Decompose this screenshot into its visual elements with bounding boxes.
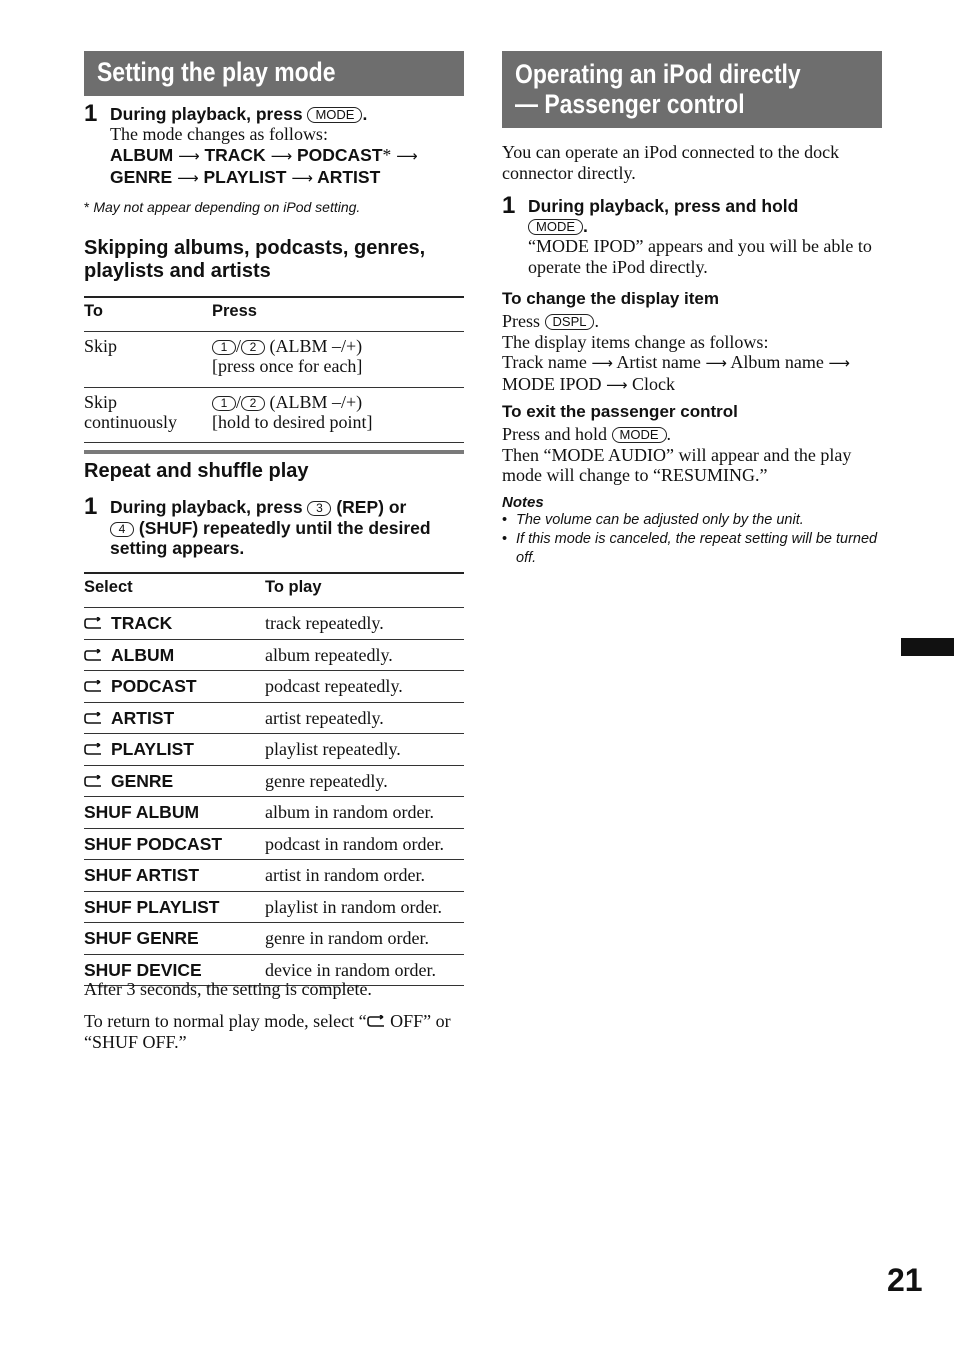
select-cell: SHUF ARTIST [84, 865, 200, 886]
step-instruction: During playback, press and hold MODE . [528, 196, 799, 236]
table-row [84, 734, 464, 766]
step-instruction: During playback, press 3 (REP) or 4 (SHUF) repeatedly until the desired setting appears. [110, 497, 431, 558]
repeat-icon [84, 617, 103, 631]
display-heading: To change the display item [502, 289, 719, 308]
exit-heading: To exit the passenger control [502, 402, 738, 421]
table-cell: 1 / 2 (ALBM –/+) [hold to desired point] [212, 392, 373, 432]
display-body: Press DSPL . The display items change as follows: Track name ⟶ Artist name ⟶ Album name ⟶ MODE IPOD ⟶ Clock [502, 311, 850, 394]
table-row [84, 828, 464, 860]
select-cell: PLAYLIST [84, 734, 265, 766]
mode-button: MODE [528, 219, 583, 235]
page-number: 21 [887, 1262, 923, 1298]
play-cell: playlist in random order. [265, 896, 442, 917]
step-description: “MODE IPOD” appears and you will be able to operate the iPod directly. [528, 236, 872, 277]
arrow-right-icon: ⟶ [178, 147, 200, 165]
arrow-right-icon: ⟶ [270, 147, 293, 165]
note-item: • The volume can be adjusted only by the unit. [502, 512, 804, 528]
play-cell: album repeatedly. [265, 644, 393, 665]
select-cell: SHUF PODCAST [84, 833, 223, 854]
repeat-icon [84, 649, 103, 663]
after-text: After 3 seconds, the setting is complete. [84, 979, 372, 999]
side-tab-marker [901, 638, 954, 656]
arrow-right-icon: ⟶ [606, 375, 628, 394]
select-cell: SHUF ALBUM [84, 802, 200, 823]
select-cell: ARTIST [84, 702, 265, 734]
step-number: 1 [84, 100, 98, 127]
mode-button: MODE [612, 427, 667, 443]
column-header: Press [212, 302, 257, 320]
dspl-button: DSPL [545, 314, 595, 330]
table-row [84, 891, 464, 923]
play-cell: podcast repeatedly. [265, 676, 403, 697]
mode-button: MODE [307, 107, 362, 123]
repeat-icon [367, 1015, 386, 1029]
play-cell: genre in random order. [265, 928, 429, 949]
repeat-icon [84, 680, 103, 694]
play-cell: album in random order. [265, 802, 434, 823]
section-title-line1: Operating an iPod directly [515, 59, 801, 89]
table-row [84, 765, 464, 797]
arrow-right-icon: ⟶ [291, 169, 313, 187]
play-cell: device in random order. [265, 959, 436, 980]
select-cell: PODCAST [84, 671, 265, 703]
step-description: The mode changes as follows: [110, 124, 328, 144]
preset-button: 1 [212, 340, 236, 355]
preset-button: 3 [307, 501, 331, 516]
table-row [84, 639, 464, 671]
column-header: To [84, 302, 103, 320]
footnote: * May not appear depending on iPod setting. [84, 199, 361, 215]
skip-table [84, 296, 464, 443]
repeat-icon [84, 743, 103, 757]
step-instruction: During playback, press MODE . [110, 104, 368, 124]
note-item: • If this mode is canceled, the repeat setting will be turned off. [502, 531, 878, 566]
table-row [84, 608, 464, 640]
skip-heading: Skipping albums, podcasts, genres, playlists and artists [84, 237, 426, 282]
play-cell: podcast in random order. [265, 833, 444, 854]
mode-sequence: ALBUM ⟶ TRACK ⟶ PODCAST* ⟶ GENRE ⟶ PLAYLIST ⟶ ARTIST [110, 145, 418, 187]
repeat-icon [84, 712, 103, 726]
table-row [84, 671, 464, 703]
repeat-step [84, 493, 464, 559]
step-number: 1 [84, 493, 98, 520]
table-row [84, 332, 464, 388]
arrow-right-icon: ⟶ [396, 147, 418, 165]
preset-button: 1 [212, 396, 236, 411]
return-text: To return to normal play mode, select “ OFF” or “SHUF OFF.” [84, 1011, 451, 1052]
select-cell: GENRE [84, 765, 265, 797]
preset-button: 2 [241, 340, 265, 355]
arrow-right-icon: ⟶ [177, 169, 199, 187]
step-number: 1 [502, 192, 516, 219]
arrow-right-icon: ⟶ [828, 354, 850, 372]
table-cell: Skip continuously [84, 392, 177, 432]
repeat-table [84, 572, 464, 986]
table-cell: Skip [84, 336, 118, 356]
preset-button: 2 [241, 396, 265, 411]
arrow-right-icon: ⟶ [705, 354, 727, 372]
select-cell: TRACK [84, 608, 265, 640]
select-cell: ALBUM [84, 639, 265, 671]
play-cell: playlist repeatedly. [265, 739, 401, 760]
section-title-line2: — Passenger control [515, 89, 745, 119]
table-row [84, 923, 464, 955]
section-banner-passenger [502, 51, 882, 128]
select-cell: SHUF GENRE [84, 928, 199, 949]
select-cell: SHUF PLAYLIST [84, 896, 220, 917]
repeat-heading: Repeat and shuffle play [84, 460, 309, 482]
section-title: Setting the play mode [97, 57, 336, 87]
section-divider [84, 450, 464, 454]
column-header: To play [265, 578, 322, 596]
table-row [84, 860, 464, 892]
repeat-icon [84, 775, 103, 789]
section-banner-play-mode [84, 51, 464, 96]
play-cell: genre repeatedly. [265, 770, 388, 791]
play-cell: track repeatedly. [265, 613, 384, 634]
play-cell: artist repeatedly. [265, 707, 384, 728]
select-cell: SHUF DEVICE [84, 959, 202, 980]
table-row [84, 702, 464, 734]
notes-title: Notes [502, 494, 544, 511]
table-row [84, 797, 464, 829]
arrow-right-icon: ⟶ [591, 354, 613, 372]
intro-text: You can operate an iPod connected to the dock connector directly. [502, 142, 840, 183]
play-mode-step [84, 100, 464, 189]
table-cell: 1 / 2 (ALBM –/+) [press once for each] [212, 336, 363, 376]
table-row [84, 388, 464, 443]
column-header: Select [84, 578, 133, 596]
passenger-step [502, 192, 882, 278]
exit-body: Press and hold MODE . Then “MODE AUDIO” will appear and the play mode will change to “RESUMING.” [502, 424, 852, 485]
play-cell: artist in random order. [265, 865, 425, 886]
preset-button: 4 [110, 522, 134, 537]
